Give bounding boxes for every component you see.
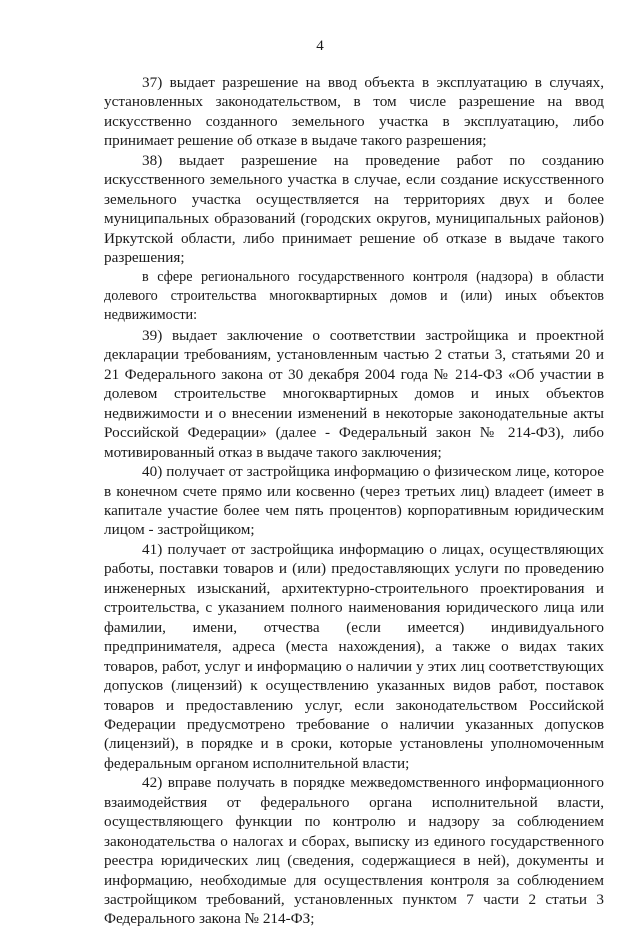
- section-heading-shared-construction: в сфере регионального государственного контроля (надзора) в области долевого строительства многоквартирных домов и (или) иных объектов недвижимости:: [104, 268, 604, 324]
- paragraph-37: 37) выдает разрешение на ввод объекта в эксплуатацию в случаях, установленных законодательством, в том числе разрешение на ввод искусственно созданного земельного участка в эксплуатацию, либо принимает решение об отказе в выдаче такого разрешения;: [104, 74, 604, 150]
- paragraph-40: 40) получает от застройщика информацию о физическом лице, которое в конечном счете прямо или косвенно (через третьих лиц) владеет (имеет в капитале участие более чем пять процентов) корпоративным юридическим лицом - застройщиком;: [104, 463, 604, 539]
- paragraph-39: 39) выдает заключение о соответствии застройщика и проектной декларации требованиям, установленным частью 2 статьи 3, статьями 20 и 21 Федерального закона от 30 декабря 2004 года № 214-ФЗ «Об участии в долевом строительстве многоквартирных домов и иных объектов недвижимости и о внесении изменений в некоторые законодательные акты Российской Федерации» (далее - Федеральный закон № 214-ФЗ), либо мотивированный отказ в выдаче такого заключения;: [104, 326, 604, 461]
- paragraph-41: 41) получает от застройщика информацию о лицах, осуществляющих работы, поставки товаров и (или) предоставляющих услуги по проведению инженерных изысканий, архитектурно-строительного проектирования и строительства, с указанием полного наименования юридического лица или фамилии, имени, отчества (если имеется) индивидуального предпринимателя, адреса (места нахождения), а также о видах таких товаров, работ, услуг и информацию о наличии у этих лиц соответствующих допусков (лицензий) к осуществлению указанных видов работ, поставок товаров и предоставлению услуг, если законодательством Российской Федерации предусмотрено требование о наличии указанных допусков (лицензий), в порядке и в сроки, которые установлены уполномоченным федеральным органом исполнительной власти;: [104, 540, 604, 772]
- paragraph-38: 38) выдает разрешение на проведение работ по созданию искусственного земельного участка в случае, если создание искусственного земельного участка осуществляется на территориях двух и более муниципальных образований (городских округов, муниципальных районов) Иркутской области, либо принимает решение об отказе в выдаче такого разрешения;: [104, 151, 604, 267]
- document-body: [104, 73, 604, 929]
- paragraph-42: 42) вправе получать в порядке межведомственного информационного взаимодействия от федерального органа исполнительной власти, осуществляющего функции по контролю и надзору за соблюдением законодательства о налогах и сборах, выписку из единого государственного реестра юридических лиц (сведения, содержащиеся в ней), документы и информацию, необходимые для осуществления контроля за соблюдением застройщиком требований, установленных пунктом 7 части 2 статьи 3 Федерального закона № 214-ФЗ;: [104, 774, 604, 928]
- page-number: 4: [316, 38, 324, 54]
